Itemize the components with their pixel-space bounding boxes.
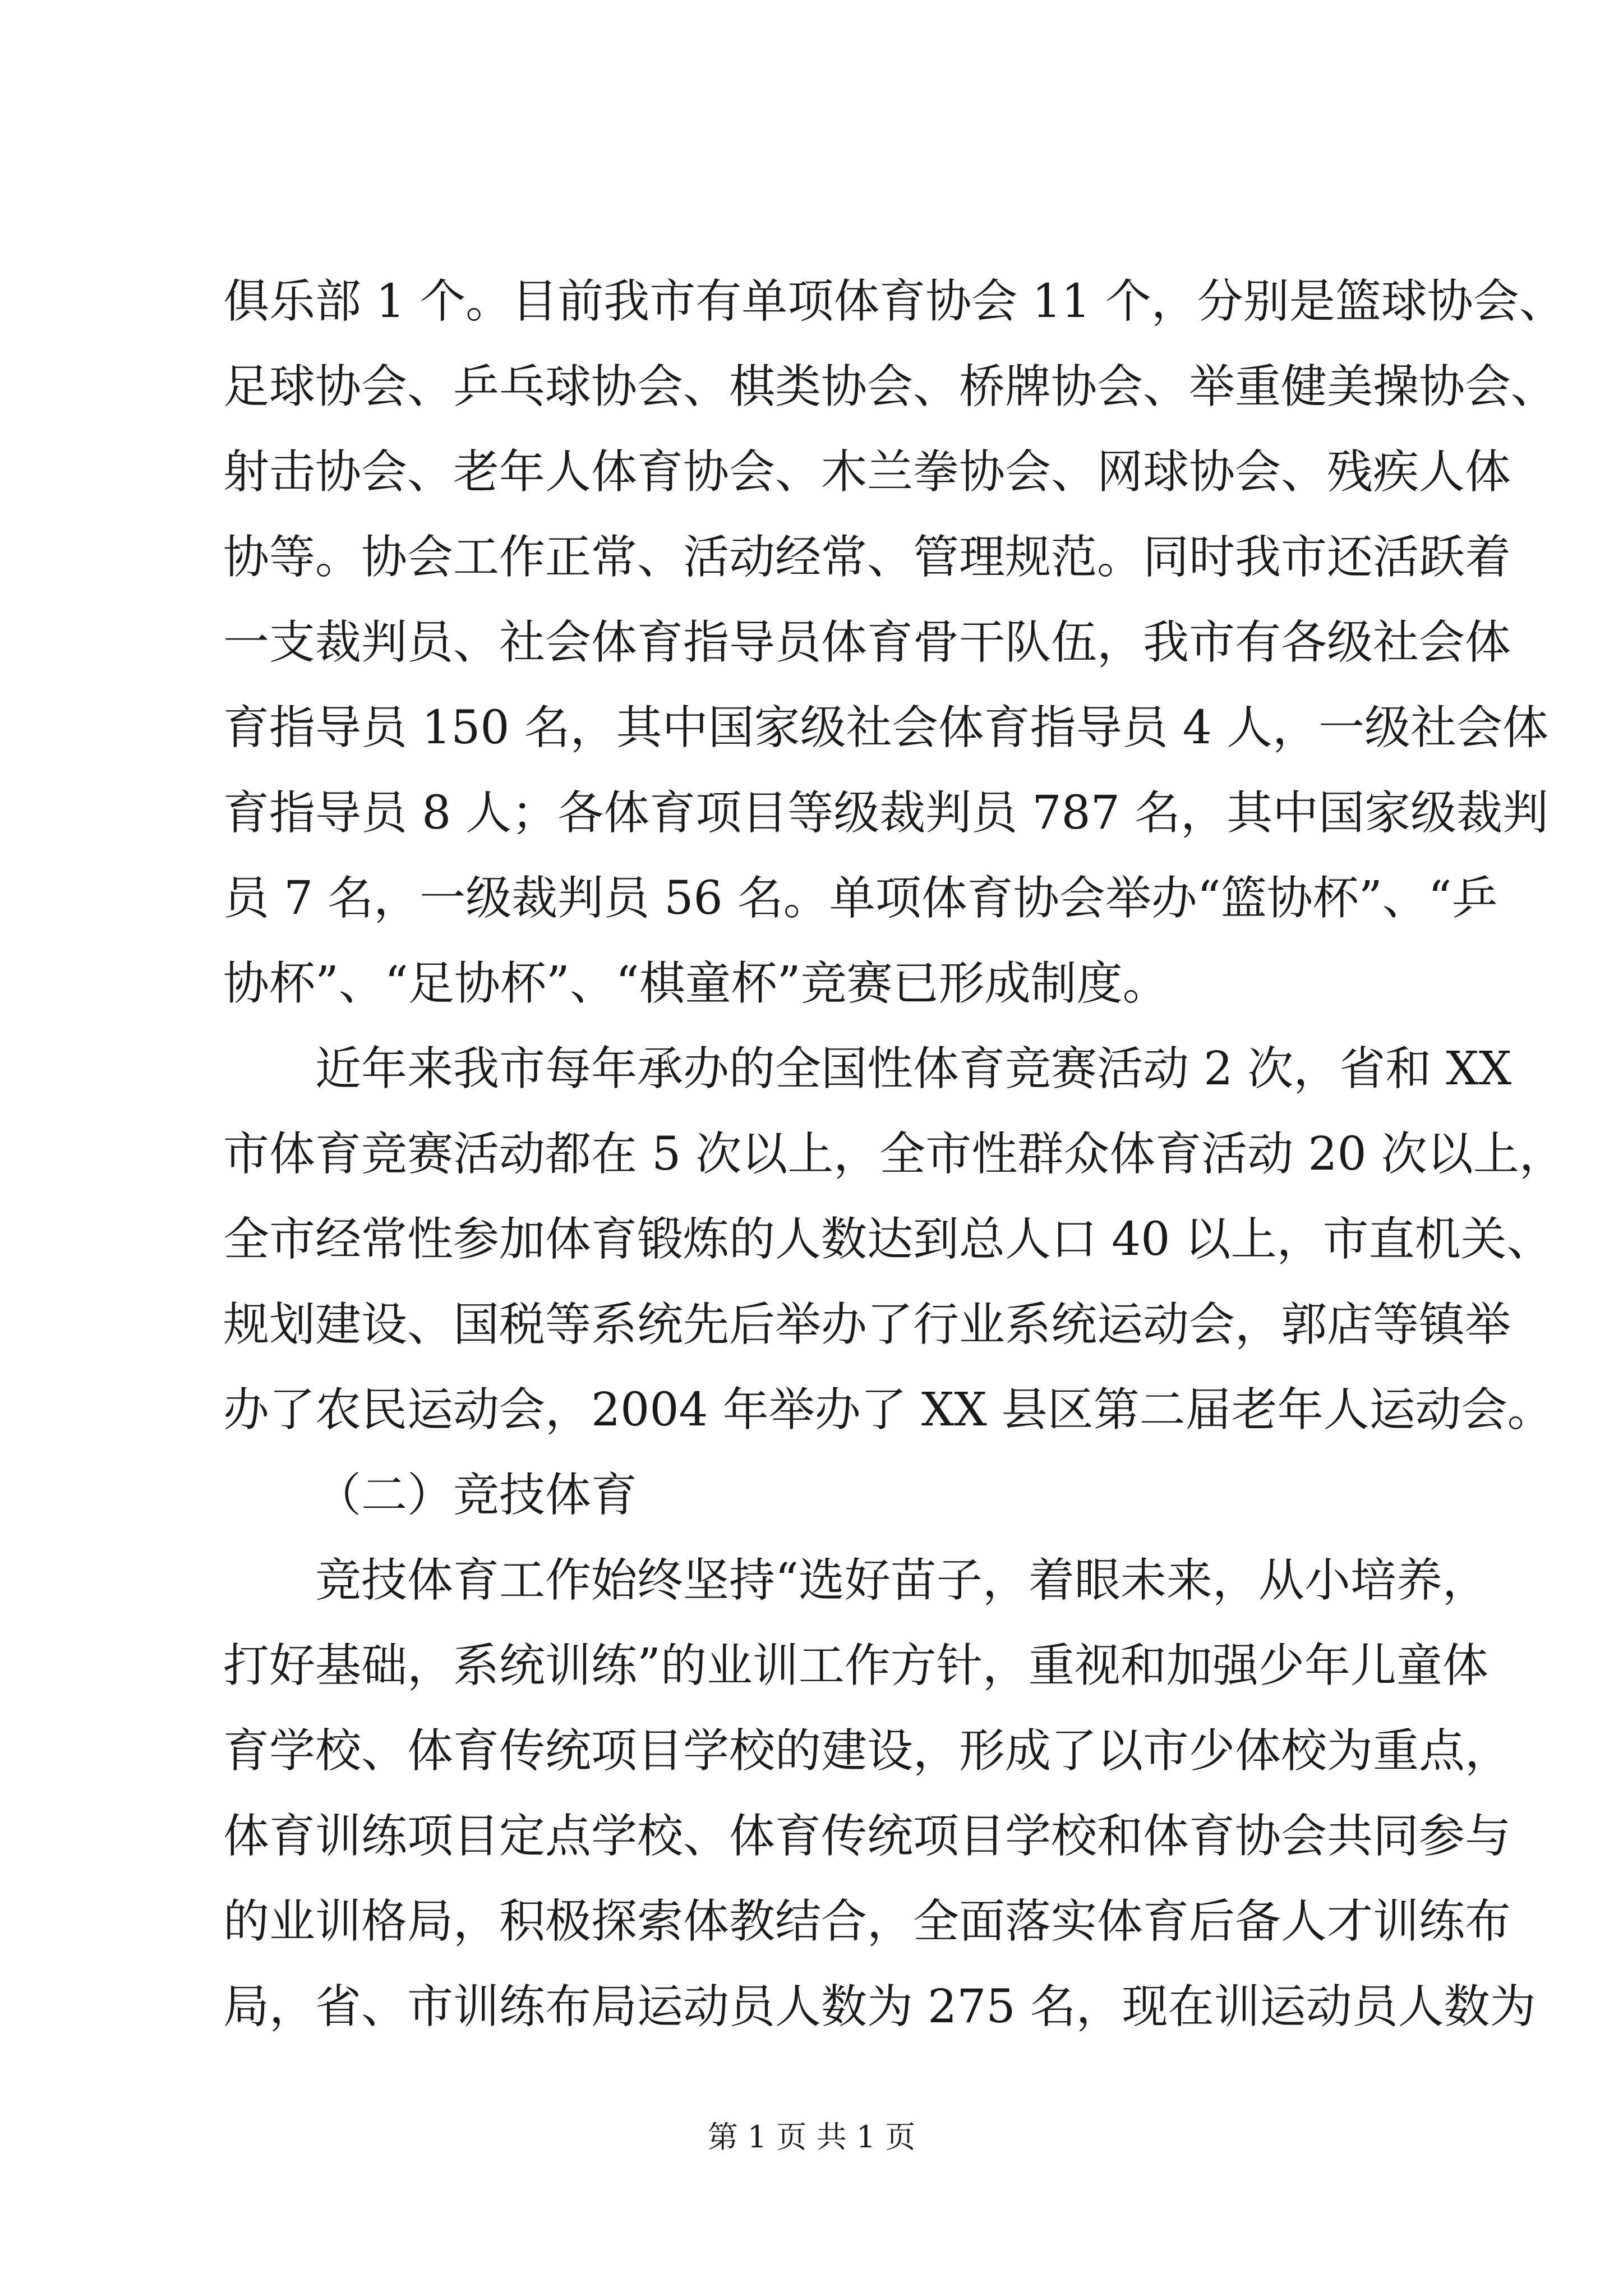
text-line: 育指导员 8 人；各体育项目等级裁判员 787 名，其中国家级裁判 (223, 786, 1548, 840)
text-line: 打好基础，系统训练”的业训工作方针，重视和加强少年儿童体 (223, 1639, 1488, 1692)
page-footer: 第 1 页 共 1 页 (707, 2119, 916, 2155)
body-text (223, 259, 1565, 2050)
text-line: 员 7 名，一级裁判员 56 名。单项体育协会举办“篮协杯”、“乒 (223, 872, 1498, 925)
section-heading: （二）竞技体育 (315, 1469, 638, 1522)
text-line: 足球协会、乒乓球协会、棋类协会、桥牌协会、举重健美操协会、 (223, 360, 1557, 413)
text-line: 的业训格局，积极探索体教结合，全面落实体育后备人才训练布 (223, 1895, 1511, 1948)
text-line: 局，省、市训练布局运动员人数为 275 名，现在训运动员人数为 (223, 1980, 1536, 2033)
text-line: 协等。协会工作正常、活动经常、管理规范。同时我市还活跃着 (223, 531, 1511, 584)
text-line: 规划建设、国税等系统先后举办了行业系统运动会，郭店等镇举 (223, 1298, 1511, 1351)
text-line: 育指导员 150 名，其中国家级社会体育指导员 4 人，一级社会体 (223, 701, 1548, 754)
text-line: 射击协会、老年人体育协会、木兰拳协会、网球协会、残疾人体 (223, 445, 1511, 499)
text-line: 育学校、体育传统项目学校的建设，形成了以市少体校为重点， (223, 1724, 1511, 1778)
text-line: 协杯”、“足协杯”、“棋童杯”竞赛已形成制度。 (223, 957, 1169, 1010)
text-line: 体育训练项目定点学校、体育传统项目学校和体育协会共同参与 (223, 1810, 1511, 1863)
paragraph-first-line: 竞技体育工作始终坚持“选好苗子，着眼未来，从小培养， (315, 1554, 1488, 1607)
paragraph-first-line: 近年来我市每年承办的全国性体育竞赛活动 2 次，省和 XX (315, 1042, 1512, 1096)
text-line: 俱乐部 1 个。目前我市有单项体育协会 11 个，分别是篮球协会、 (223, 275, 1565, 328)
text-line: 市体育竞赛活动都在 5 次以上，全市性群众体育活动 20 次以上， (223, 1128, 1565, 1181)
text-line: 全市经常性参加体育锻炼的人数达到总人口 40 以上，市直机关、 (223, 1213, 1553, 1266)
text-line: 办了农民运动会，2004 年举办了 XX 县区第二届老年人运动会。 (223, 1383, 1553, 1437)
text-line: 一支裁判员、社会体育指导员体育骨干队伍，我市有各级社会体 (223, 616, 1511, 669)
